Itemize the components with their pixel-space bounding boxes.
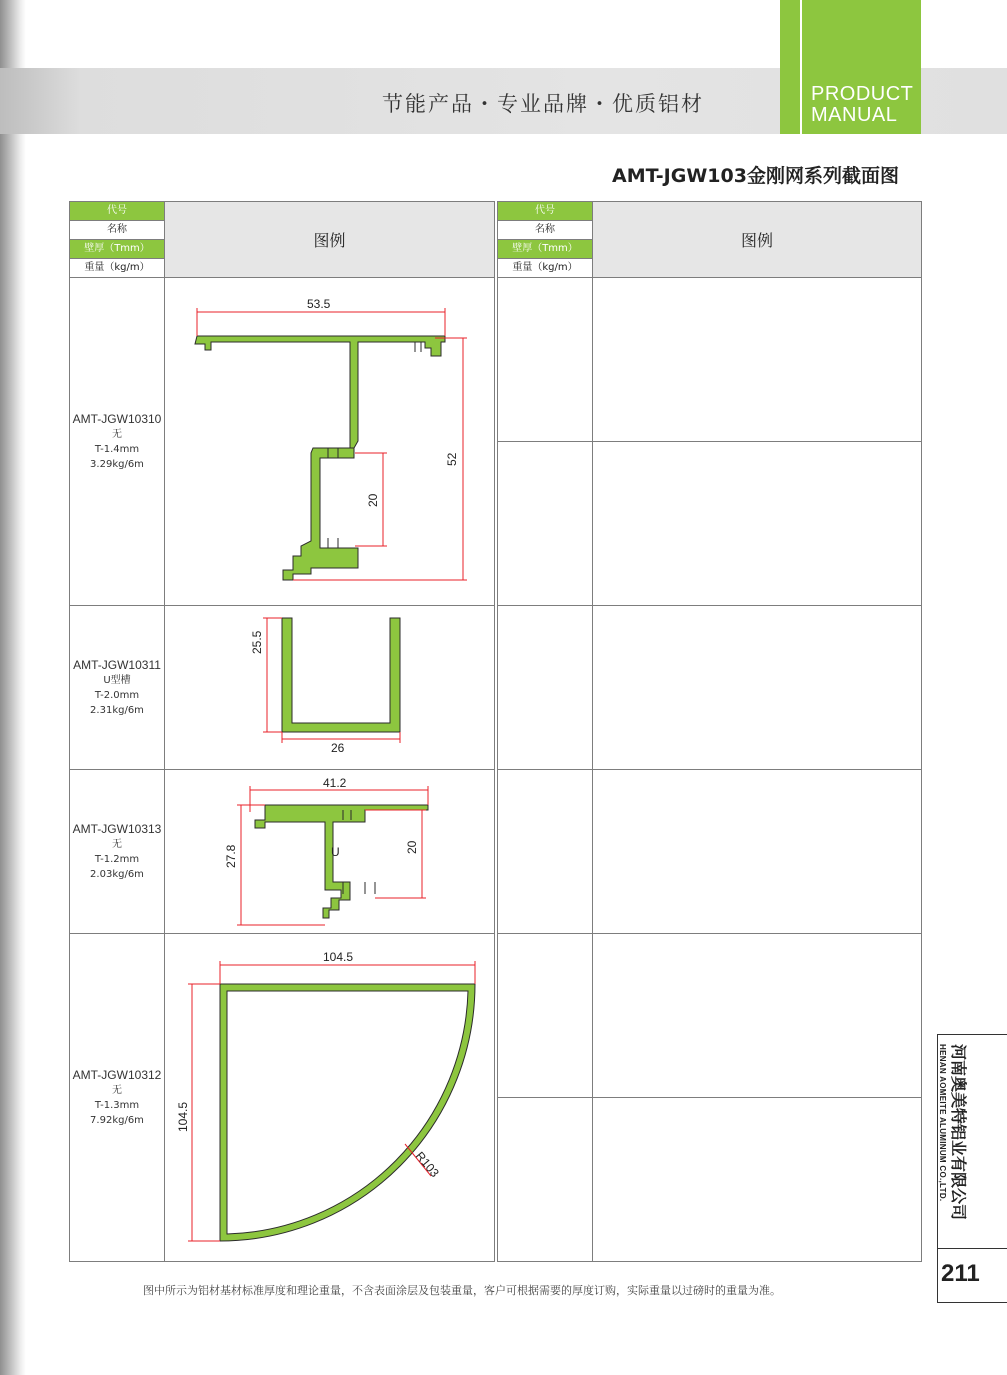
empty-cell bbox=[498, 770, 593, 934]
profile-drawing-10313 bbox=[165, 770, 494, 933]
profile-table-right bbox=[497, 201, 922, 1262]
empty-figure-cell bbox=[593, 606, 922, 770]
clip-detail bbox=[343, 810, 375, 894]
dim-label: 52 bbox=[445, 452, 459, 466]
header-slogan: 节能产品・专业品牌・优质铝材 bbox=[382, 92, 704, 116]
empty-figure-cell bbox=[593, 442, 922, 606]
profile-figure-cell bbox=[165, 278, 495, 606]
product-code: AMT-JGW10313 bbox=[72, 821, 162, 836]
header-figure: 图例 bbox=[165, 202, 495, 278]
dim-label: 104.5 bbox=[323, 950, 354, 964]
radius-label: R103 bbox=[412, 1148, 442, 1180]
product-weight: 2.03kg/6m bbox=[90, 868, 144, 880]
empty-figure-cell bbox=[593, 934, 922, 1098]
product-cell bbox=[70, 770, 165, 934]
profile-shape bbox=[220, 984, 475, 1241]
profile-figure-cell bbox=[165, 934, 495, 1262]
product-name: 无 bbox=[112, 838, 122, 850]
header-name: 名称 bbox=[70, 221, 165, 240]
profile-figure-cell bbox=[165, 606, 495, 770]
empty-cell bbox=[498, 934, 593, 1098]
empty-figure-cell bbox=[593, 278, 922, 442]
sidebar-rule bbox=[937, 1034, 1007, 1035]
empty-cell bbox=[498, 442, 593, 606]
dim-label: 27.8 bbox=[224, 844, 238, 868]
empty-cell bbox=[498, 278, 593, 442]
footnote: 图中所示为铝材基材标准厚度和理论重量，不含表面涂层及包装重量，客户可根据需要的厚度订购，实际重量以过磅时的重量为准。 bbox=[143, 1284, 781, 1297]
badge-line-1: PRODUCT bbox=[811, 83, 914, 105]
dim-label: 104.5 bbox=[176, 1101, 190, 1132]
company-name-vertical bbox=[937, 1040, 1007, 1245]
page-number: 211 bbox=[941, 1260, 980, 1287]
company-name-cn: 河南奥美特铝业有限公司 bbox=[949, 1044, 968, 1221]
product-thickness: T-1.2mm bbox=[94, 853, 140, 865]
dim-label: 41.2 bbox=[323, 776, 347, 790]
product-name: 无 bbox=[112, 1084, 122, 1096]
profile-drawing-10310 bbox=[165, 278, 494, 605]
product-thickness: T-1.4mm bbox=[94, 443, 140, 455]
badge-divider bbox=[800, 0, 802, 134]
product-cell bbox=[70, 934, 165, 1262]
dim-label: 20 bbox=[366, 493, 380, 507]
header-code: 代号 bbox=[70, 202, 165, 221]
profile-drawing-10311 bbox=[165, 606, 494, 769]
product-name: 无 bbox=[112, 428, 122, 440]
product-cell bbox=[70, 278, 165, 606]
dim-label: 25.5 bbox=[250, 630, 264, 654]
profile-drawing-10312 bbox=[165, 934, 494, 1261]
empty-figure-cell bbox=[593, 770, 922, 934]
product-weight: 7.92kg/6m bbox=[90, 1114, 144, 1126]
empty-cell bbox=[498, 606, 593, 770]
product-thickness: T-1.3mm bbox=[94, 1099, 140, 1111]
company-name-en: HENAN AOMEITE ALUMINUM CO.,LTD. bbox=[938, 1044, 947, 1202]
product-cell bbox=[70, 606, 165, 770]
clip-detail bbox=[328, 342, 421, 548]
product-code: AMT-JGW10310 bbox=[72, 411, 162, 426]
product-manual-text bbox=[811, 84, 913, 126]
empty-figure-cell bbox=[593, 1098, 922, 1262]
empty-cell bbox=[498, 1098, 593, 1262]
product-code: AMT-JGW10311 bbox=[73, 657, 161, 672]
dim-label: 26 bbox=[331, 741, 345, 755]
product-thickness: T-2.0mm bbox=[94, 689, 140, 701]
dim-label: 20 bbox=[405, 840, 419, 854]
badge-line-2: MANUAL bbox=[811, 104, 898, 126]
profile-table-left bbox=[69, 201, 495, 1262]
header-figure: 图例 bbox=[593, 202, 922, 278]
header-thickness: 壁厚（Tmm） bbox=[70, 240, 165, 259]
product-name: U型槽 bbox=[103, 674, 131, 686]
dim-label: U bbox=[331, 845, 340, 859]
sidebar-rule bbox=[937, 1248, 1007, 1249]
dim-label: 53.5 bbox=[307, 297, 331, 311]
product-weight: 2.31kg/6m bbox=[90, 704, 144, 716]
page-gutter-shadow bbox=[0, 0, 26, 1375]
page-title: AMT-JGW103金刚网系列截面图 bbox=[612, 165, 899, 187]
profile-shape bbox=[255, 805, 428, 918]
header-name: 名称 bbox=[498, 221, 593, 240]
header-weight: 重量（kg/m） bbox=[498, 259, 593, 278]
profile-shape bbox=[282, 618, 400, 732]
sidebar-rule bbox=[937, 1302, 1007, 1303]
profile-figure-cell bbox=[165, 770, 495, 934]
product-code: AMT-JGW10312 bbox=[72, 1067, 162, 1082]
header-weight: 重量（kg/m） bbox=[70, 259, 165, 278]
header-thickness: 壁厚（Tmm） bbox=[498, 240, 593, 259]
product-weight: 3.29kg/6m bbox=[90, 458, 144, 470]
header-code: 代号 bbox=[498, 202, 593, 221]
profile-shape bbox=[195, 336, 445, 580]
